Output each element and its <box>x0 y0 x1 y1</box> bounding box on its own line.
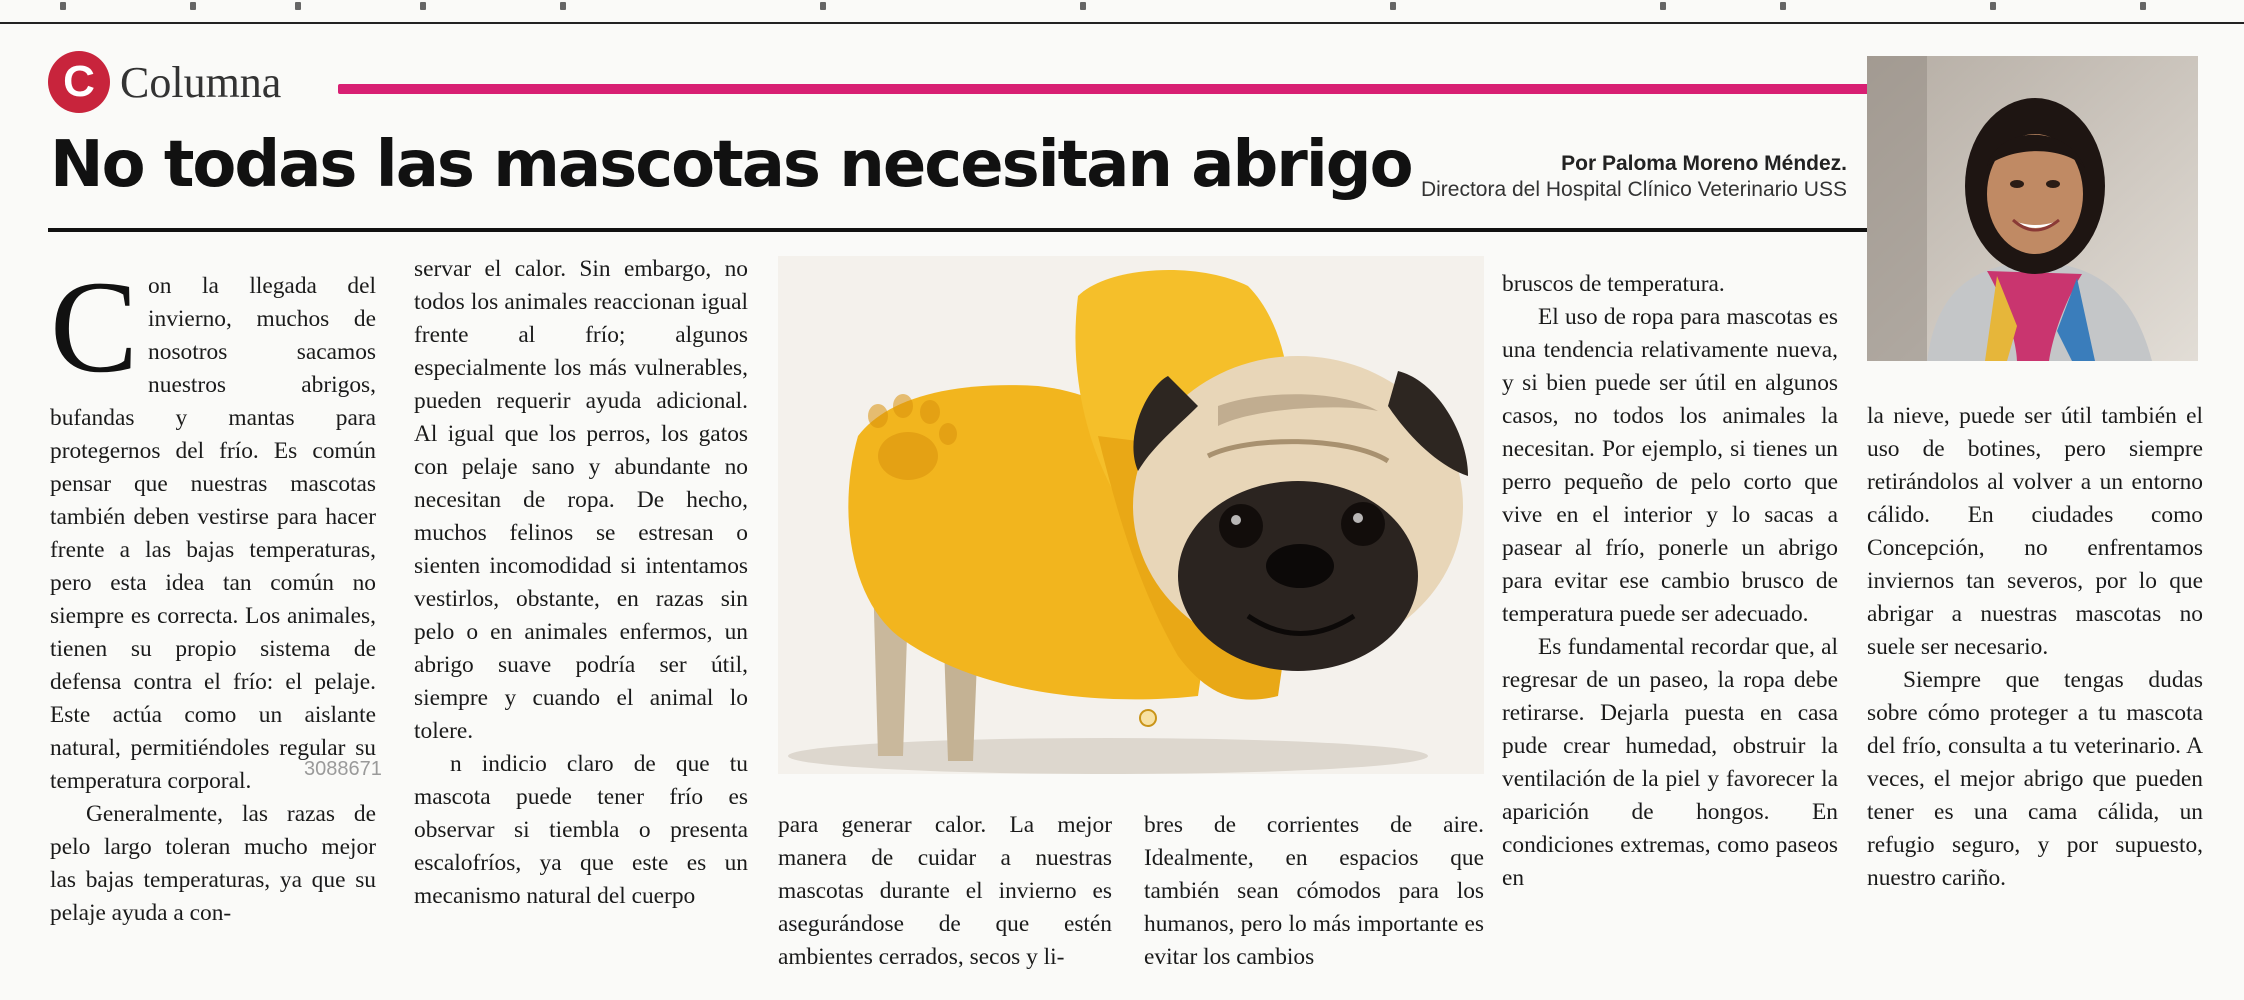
section-label: Columna <box>120 57 282 107</box>
paragraph <box>50 253 376 798</box>
paragraph: servar el calor. Sin embargo, no todos los animales reaccionan igual frente al frío; algunos especialmente los más vulnerables, pueden requerir ayuda adicional. Al igual que los perros, los gatos con pelaje sano y abundante no necesitan de ropa. De hecho, muchos felinos se estresan o sienten incomodidad si intentamos vestirlos, obstante, en razas sin pelo o en animales enfermos, un abrigo suave podría ser útil, siempre y cuando el animal lo tolere. <box>414 256 748 744</box>
byline-role: Directora del Hospital Clínico Veterinario USS <box>1420 178 1847 201</box>
clipped-text-marks <box>0 0 2244 14</box>
headline: No todas las mascotas necesitan abrigo <box>50 128 1412 202</box>
paragraph: para generar calor. La mejor manera de cuidar a nuestras mascotas durante el invierno es asegurándose de que estén ambientes cerrados, secos y li- <box>778 812 1112 970</box>
paragraph: Es fundamental recordar que, al regresar de un paseo, la ropa debe retirarse. Dejarla puesta en casa pude crear humedad, obstruir la ventilación de la piel y favorecer la aparición de hongos. En condiciones extremas, como paseos en <box>1502 634 1838 891</box>
top-rule <box>0 22 2244 24</box>
article-column-3 <box>778 809 1112 974</box>
byline <box>1421 152 1847 202</box>
paragraph: bruscos de temperatura. <box>1502 271 1725 297</box>
paragraph: Generalmente, las razas de pelo largo toleran mucho mejor las bajas temperaturas, ya que su pelaje ayuda a con- <box>50 801 376 926</box>
article-column-1 <box>50 253 376 930</box>
watermark-id: 3088671 <box>304 758 382 780</box>
article-column-6 <box>1867 400 2203 895</box>
headline-rule <box>48 228 1870 232</box>
author-portrait <box>1867 56 2198 361</box>
pug-photo <box>778 256 1484 774</box>
article-column-5 <box>1502 268 1838 895</box>
paragraph: Siempre que tengas dudas sobre cómo proteger a tu mascota del frío, consulta a tu veterinario. A veces, el mejor abrigo que pueden tener es una cama cálida, un refugio seguro, y por supuesto, nuestro cariño. <box>1867 667 2203 891</box>
article-column-2 <box>414 253 748 913</box>
paragraph: bres de corrientes de aire. Idealmente, en espacios que también sean cómodos para los humanos, pero lo más importante es evitar los cambios <box>1144 812 1484 970</box>
article-column-4 <box>1144 809 1484 974</box>
section-badge: C <box>48 51 110 113</box>
section-header <box>48 52 281 112</box>
byline-author: Por Paloma Moreno Méndez. <box>1561 152 1847 175</box>
paragraph: n indicio claro de que tu mascota puede tener frío es observar si tiembla o presenta escalofríos, ya que este es un mecanismo natural del cuerpo <box>414 751 748 909</box>
paragraph: El uso de ropa para mascotas es una tendencia relativamente nueva, y si bien puede ser útil en algunos casos, no todos los animales la necesitan. Por ejemplo, si tienes un perro pequeño de pelo corto que vive en el interior y lo sacas a pasear al frío, ponerle un abrigo para evitar ese cambio brusco de temperatura puede ser adecuado. <box>1502 304 1838 627</box>
drop-cap: C <box>50 253 139 400</box>
section-rule <box>338 84 1870 94</box>
paragraph-text: on la llegada del invierno, muchos de nosotros sacamos nuestros abrigos, bufandas y mantas para protegernos del frío. Es común pensar que nuestras mascotas también deben vestirse para hacer frente a las bajas temperaturas, pero esta idea tan común no siempre es correcta. Los animales, tienen su propio sistema de defensa contra el frío: el pelaje. Este actúa como un aislante natural, permitiéndoles regular su temperatura corporal. <box>50 273 376 794</box>
paragraph: la nieve, puede ser útil también el uso de botines, pero siempre retirándolos al volver a un entorno cálido. En ciudades como Concepción, no enfrentamos inviernos tan severos, por lo que abrigar a nuestras mascotas no suele ser necesario. <box>1867 403 2203 660</box>
